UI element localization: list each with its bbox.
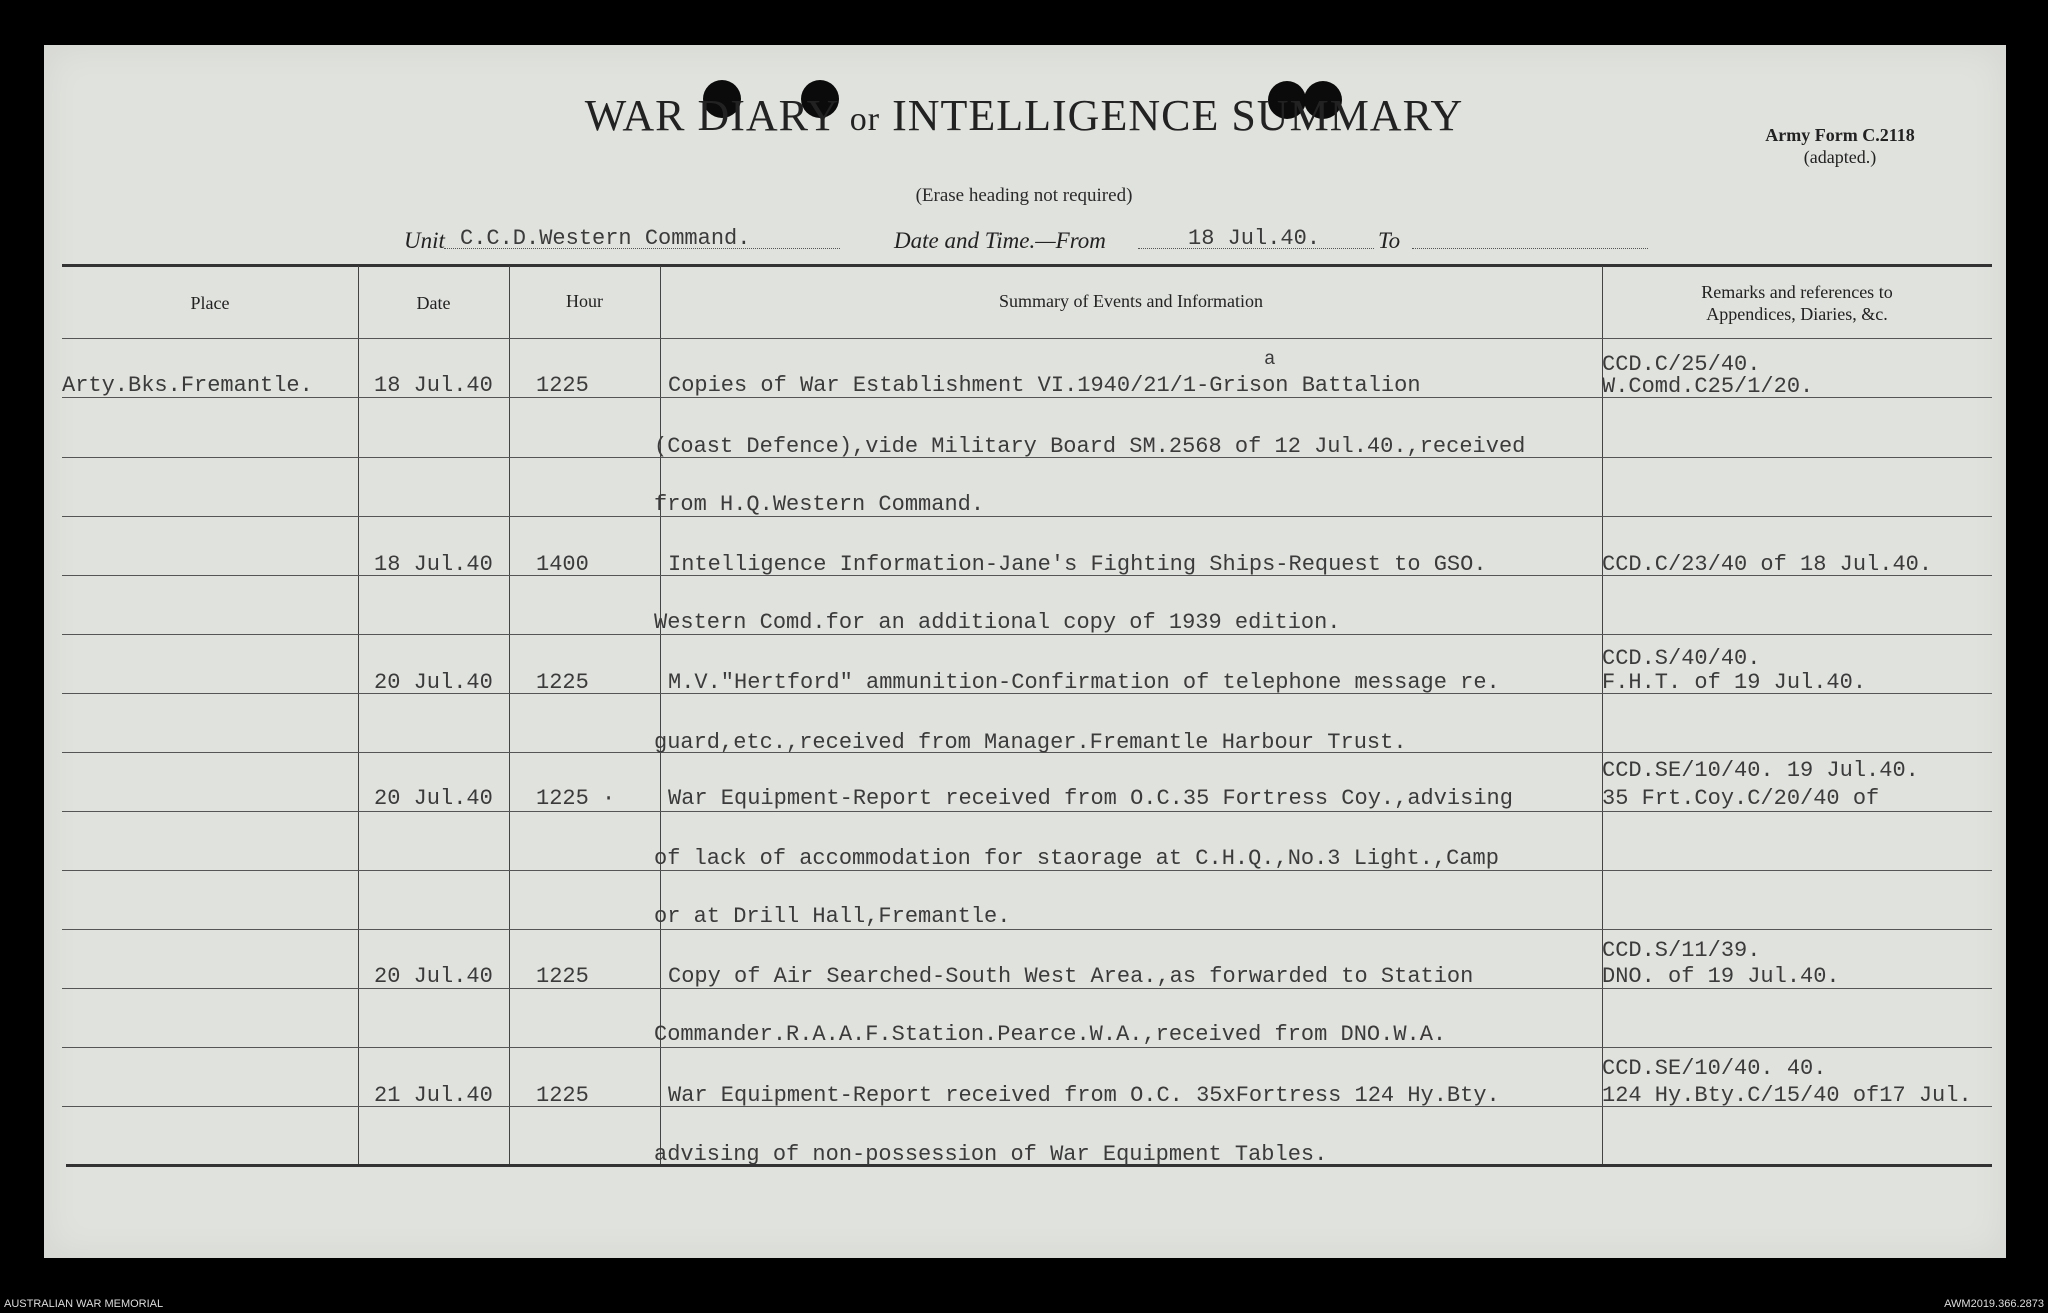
entry-line: Western Comd.for an additional copy of 1939 edition.	[654, 610, 1341, 635]
entry-hour: 1225 ·	[536, 786, 616, 811]
header-remarks-line: Appendices, Diaries, &c.	[1706, 304, 1888, 324]
entry-insert: a	[1264, 348, 1276, 370]
entry-remark: CCD.C/23/40 of 18 Jul.40.	[1602, 552, 1933, 577]
ruled-line	[62, 811, 1992, 812]
entry-line: of lack of accommodation for staorage at C.H.Q.,No.3 Light.,Camp	[654, 846, 1499, 871]
entry-line: Copies of War Establishment VI.1940/21/1-Grison Battalion	[668, 373, 1421, 398]
army-form-label	[1740, 124, 1940, 168]
to-label: To	[1378, 228, 1401, 253]
entry-remark: CCD.S/40/40.	[1602, 646, 1761, 671]
ruled-line	[62, 929, 1992, 930]
header-hour: Hour	[566, 291, 603, 311]
footer-accession-number: AWM2019.366.2873	[1944, 1298, 2044, 1310]
column-divider	[509, 266, 510, 1164]
from-value: 18 Jul.40.	[1188, 226, 1321, 251]
entry-remark: CCD.SE/10/40. 19 Jul.40.	[1602, 758, 1919, 783]
header-summary: Summary of Events and Information	[999, 291, 1263, 311]
entry-place: Arty.Bks.Fremantle.	[62, 373, 313, 398]
header-place: Place	[190, 293, 230, 313]
entry-line: guard,etc.,received from Manager.Fremantle Harbour Trust.	[654, 730, 1407, 755]
entry-line: advising of non-possession of War Equipment Tables.	[654, 1142, 1328, 1167]
column-divider	[358, 266, 359, 1164]
entry-remark: W.Comd.C25/1/20.	[1602, 374, 1814, 399]
entry-remark: 124 Hy.Bty.C/15/40 of17 Jul.	[1602, 1083, 1972, 1108]
entry-remark: F.H.T. of 19 Jul.40.	[1602, 670, 1867, 695]
entry-line: (Coast Defence),vide Military Board SM.2568 of 12 Jul.40.,received	[654, 434, 1526, 459]
entry-line: Commander.R.A.A.F.Station.Pearce.W.A.,received from DNO.W.A.	[654, 1022, 1447, 1047]
entry-line: Intelligence Information-Jane's Fighting Ships-Request to GSO.	[668, 552, 1487, 577]
entry-hour: 1225	[536, 1083, 589, 1108]
erase-note: (Erase heading not required)	[915, 185, 1133, 206]
title-main: WAR DIARY	[584, 91, 838, 140]
datetime-label: Date and Time.—From	[894, 228, 1106, 253]
column-divider	[1602, 266, 1603, 1164]
entry-remark: CCD.S/11/39.	[1602, 938, 1761, 963]
footer-credit: AUSTRALIAN WAR MEMORIAL	[4, 1298, 164, 1310]
entry-date: 20 Jul.40	[374, 670, 493, 695]
table-top-rule	[62, 264, 1992, 267]
to-dotline	[1412, 248, 1648, 249]
header-remarks	[1602, 281, 1992, 325]
entry-line: War Equipment-Report received from O.C. 35xFortress 124 Hy.Bty.	[668, 1083, 1500, 1108]
entry-date: 20 Jul.40	[374, 786, 493, 811]
ruled-line	[62, 338, 1992, 339]
entry-remark: CCD.C/25/40.	[1602, 352, 1761, 377]
header-date: Date	[416, 293, 451, 313]
army-form-sub: (adapted.)	[1803, 147, 1877, 167]
title-rest: INTELLIGENCE SUMMARY	[892, 91, 1464, 140]
entry-line: or at Drill Hall,Fremantle.	[654, 904, 1011, 929]
entry-hour: 1225	[536, 964, 589, 989]
entry-line: from H.Q.Western Command.	[654, 492, 985, 517]
ruled-line	[62, 1047, 1992, 1048]
entry-line: Copy of Air Searched-South West Area.,as forwarded to Station	[668, 964, 1474, 989]
entry-date: 18 Jul.40	[374, 552, 493, 577]
entry-hour: 1225	[536, 670, 589, 695]
entry-date: 18 Jul.40	[374, 373, 493, 398]
header-remarks-line: Remarks and references to	[1701, 282, 1893, 302]
entry-remark: 35 Frt.Coy.C/20/40 of	[1602, 786, 1880, 811]
entry-date: 20 Jul.40	[374, 964, 493, 989]
army-form-number: Army Form C.2118	[1765, 125, 1915, 145]
entry-hour: 1225	[536, 373, 589, 398]
entry-line: War Equipment-Report received from O.C.35 Fortress Coy.,advising	[668, 786, 1513, 811]
ruled-line	[62, 516, 1992, 517]
entry-line: M.V."Hertford" ammunition-Confirmation of telephone message re.	[668, 670, 1500, 695]
title-or: or	[849, 101, 881, 138]
entry-remark: DNO. of 19 Jul.40.	[1602, 964, 1840, 989]
unit-label: Unit	[404, 228, 445, 253]
entry-date: 21 Jul.40	[374, 1083, 493, 1108]
entry-hour: 1400	[536, 552, 589, 577]
entry-remark: CCD.SE/10/40. 40.	[1602, 1056, 1827, 1081]
unit-value: C.C.D.Western Command.	[460, 226, 751, 251]
